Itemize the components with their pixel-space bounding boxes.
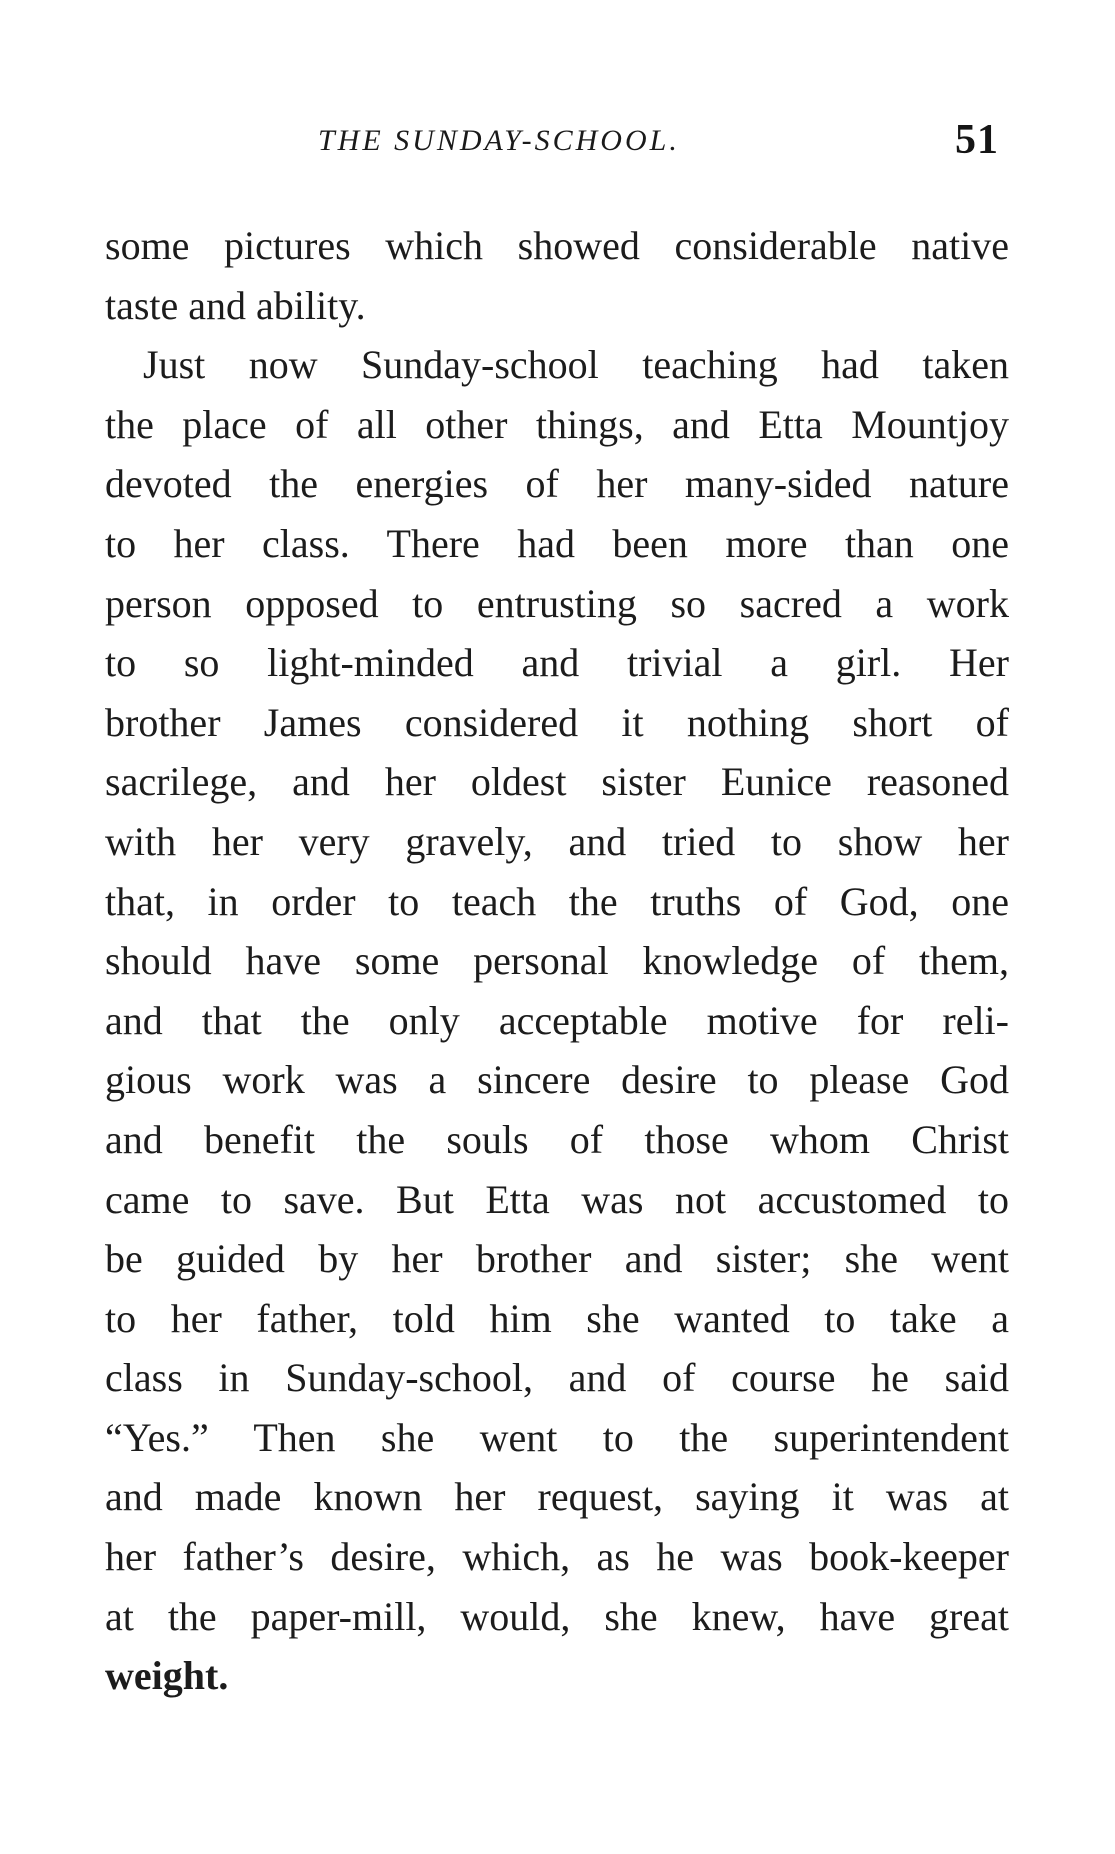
text-line: with her very gravely, and tried to show her [105,818,1009,864]
text-line: to her father, told him she wanted to take a [105,1295,1009,1341]
text-line: weight. [105,1653,229,1699]
page-number: 51 [955,117,999,163]
text-line: her father’s desire, which, as he was book-keeper [105,1534,1009,1580]
text-line: “Yes.” Then she went to the superintendent [105,1414,1009,1460]
text-line: person opposed to entrusting so sacred a work [105,580,1009,626]
text-line: gious work was a sincere desire to please God [105,1057,1009,1103]
text-line: the place of all other things, and Etta Mountjoy [105,401,1009,447]
text-line: and that the only acceptable motive for reli- [105,997,1009,1043]
text-line: to her class. There had been more than one [105,520,1009,566]
text-line: class in Sunday-school, and of course he said [105,1355,1009,1401]
text-line: Just now Sunday-school teaching had taken [143,342,1009,388]
text-line: at the paper-mill, would, she knew, have great [105,1593,1009,1639]
text-line: devoted the energies of her many-sided nature [105,461,1009,507]
text-line: and benefit the souls of those whom Christ [105,1116,1009,1162]
body-text [105,216,1009,1706]
running-title: THE SUNDAY-SCHOOL. [318,124,680,157]
text-line: sacrilege, and her oldest sister Eunice reasoned [105,759,1009,805]
text-line: taste and ability. [105,282,366,328]
text-line: and made known her request, saying it was at [105,1474,1009,1520]
text-line: to so light-minded and trivial a girl. Her [105,640,1009,686]
text-line: should have some personal knowledge of them, [105,938,1009,984]
text-line: be guided by her brother and sister; she went [105,1236,1009,1282]
text-line: came to save. But Etta was not accustomed to [105,1176,1009,1222]
text-line: brother James considered it nothing short of [105,699,1009,745]
text-line: some pictures which showed considerable native [105,223,1009,268]
text-line: that, in order to teach the truths of God, one [105,878,1009,924]
